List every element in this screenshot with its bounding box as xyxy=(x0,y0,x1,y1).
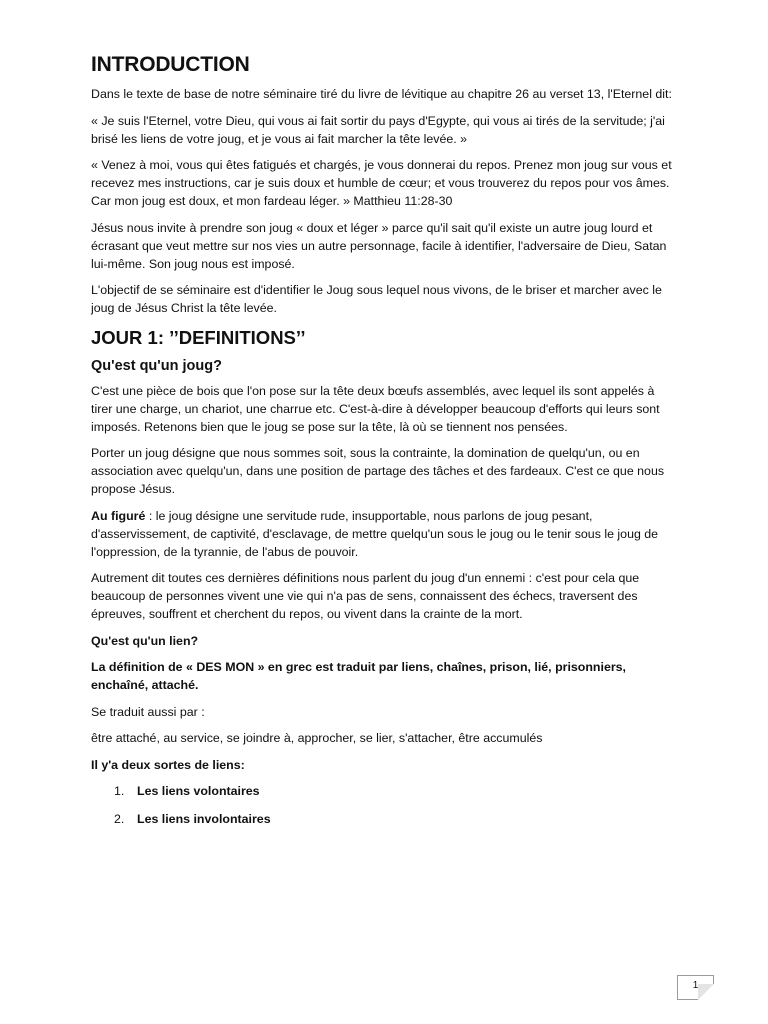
day1-title: JOUR 1: ’’DEFINITIONS’’ xyxy=(91,326,306,348)
page-number: 1 xyxy=(692,980,699,991)
lien-paragraph-2: être attaché, au service, se joindre à, approcher, se lier, s'attacher, être accumulés xyxy=(91,731,543,745)
figure-label: Au figuré xyxy=(91,508,146,523)
sortes-heading: Il y'a deux sortes de liens: xyxy=(91,757,245,772)
page-content xyxy=(91,52,678,837)
intro-paragraph-1: Dans le texte de base de notre séminaire tiré du livre de lévitique au chapitre 26 au verset 13, l'Eternel dit: xyxy=(91,87,672,101)
joug-heading: Qu'est qu'un joug? xyxy=(91,357,222,374)
joug-paragraph-2: Porter un joug désigne que nous sommes soit, sous la contrainte, la domination de quelqu'un, ou en association avec quelqu'un, dans une position de partage des tâches et des fardeaux. C'est ce que nous propose Jésus. xyxy=(91,446,665,496)
liens-list xyxy=(91,782,678,828)
intro-quote-leviticus: « Je suis l'Eternel, votre Dieu, qui vous ai fait sortir du pays d'Egypte, qui vous ai tirés de la servitude; j'ai brisé les liens de votre joug, et je vous ai fait marcher la tête levée. » xyxy=(91,113,665,146)
figure-paragraph xyxy=(91,507,678,561)
lien-paragraph-1: Se traduit aussi par : xyxy=(91,704,205,719)
list-item xyxy=(91,782,678,800)
intro-quote-matthew: « Venez à moi, vous qui êtes fatigués et chargés, je vous donnerai du repos. Prenez mon joug sur vous et recevez mes instructions, car je suis doux et humble de cœur; et vous trouverez du repos pour vos âmes. Car mon joug est doux, et mon fardeau léger. » Matthieu 11:28-30 xyxy=(91,158,672,208)
page-curl-icon xyxy=(698,984,714,1000)
lien-heading: Qu'est qu'un lien? xyxy=(91,633,199,648)
list-label: Les liens involontaires xyxy=(137,811,271,826)
page-title: INTRODUCTION xyxy=(91,53,250,76)
list-number: 2. xyxy=(114,811,125,826)
intro-paragraph-4: Jésus nous invite à prendre son joug « doux et léger » parce qu'il sait qu'il existe un autre joug lourd et écrasant que veut mettre sur nos vies un autre personnage, facile à identifier, l'adversaire de Dieu, Satan lui-même. Son joug nous est imposé. xyxy=(91,220,667,271)
lien-definition: La définition de « DES MON » en grec est traduit par liens, chaînes, prison, lié, prisonniers, enchaîné, attaché. xyxy=(91,660,626,692)
page-number-box xyxy=(677,975,714,1000)
list-number: 1. xyxy=(114,784,125,798)
intro-paragraph-5: L'objectif de se séminaire est d'identifier le Joug sous lequel nous vivons, de le briser et marcher avec le joug de Jésus Christ la tête levée. xyxy=(91,283,662,315)
joug-paragraph-4: Autrement dit toutes ces dernières définitions nous parlent du joug d'un ennemi : c'est pour cela que beaucoup de personnes vivent une vie qui n'a pas de sens, connaissent des échecs, traversent des épreuves, souffrent et cherchent du repos, ou vivent dans la crainte de la mort. xyxy=(91,571,640,621)
joug-paragraph-1: C'est une pièce de bois que l'on pose sur la tête deux bœufs assemblés, avec lequel ils sont appelés à tirer une charge, un chariot, une charrue etc. C'est-à-dire à développer beaucoup d'efforts qui leurs sont imposés. Retenons bien que le joug se pose sur la tête, là où se tiennent nos pensées. xyxy=(91,383,660,434)
list-item xyxy=(91,810,678,828)
list-label: Les liens volontaires xyxy=(137,784,260,798)
figure-text: : le joug désigne une servitude rude, insupportable, nous parlons de joug pesant, d'asservissement, de captivité, d'esclavage, de mettre quelqu'un sous le joug ou le tenir sous le joug de l'oppression, de la tyrannie, de l'abus de pouvoir. xyxy=(91,508,659,559)
